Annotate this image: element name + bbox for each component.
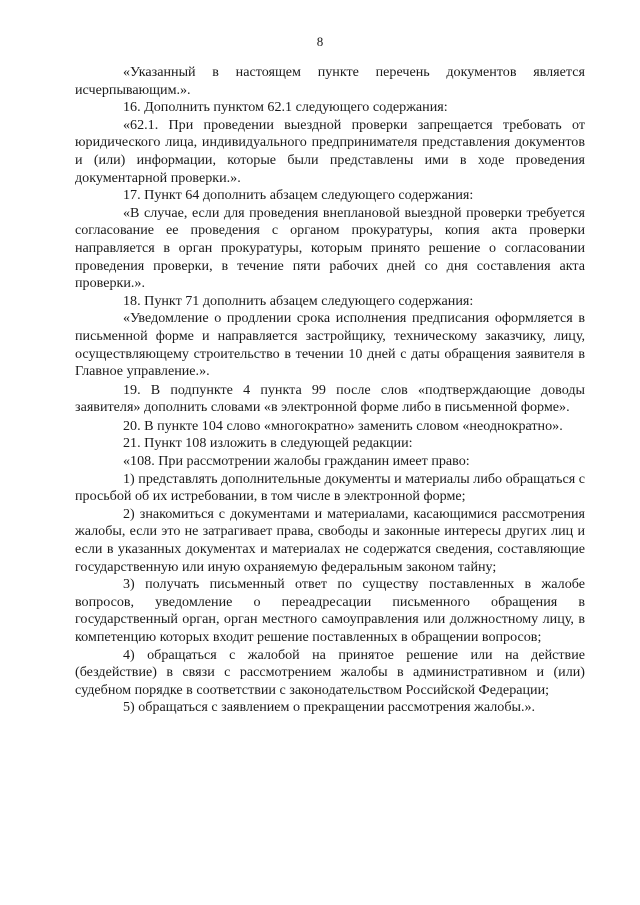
clause-71-addition: «Уведомление о продлении срока исполнения предписания оформляется в письменной форме и направляется застройщику, техническому заказчику, лицу, осуществляющему строительство в течении 10 дней с даты обращения заявителя в Главное управление.». bbox=[75, 310, 585, 380]
item-16: 16. Дополнить пунктом 62.1 следующего содержания: bbox=[123, 99, 448, 116]
clause-62-1: «62.1. При проведении выездной проверки запрещается требовать от юридического лица, индивидуального предпринимателя представления документов и (или) информации, которые были представлены ими в ходе проведения документарной проверки.». bbox=[75, 116, 585, 186]
right-5: 5) обращаться с заявлением о прекращении рассмотрения жалобы.». bbox=[123, 699, 536, 716]
paragraph-exhaustive-list: «Указанный в настоящем пункте перечень документов является исчерпывающим.». bbox=[75, 64, 585, 98]
item-19: 19. В подпункте 4 пункта 99 после слов «подтверждающие доводы заявителя» дополнить словами «в электронной форме либо в письменной форме». bbox=[75, 381, 585, 416]
right-1: 1) представлять дополнительные документы и материалы либо обращаться с просьбой об их истребовании, в том числе в электронной форме; bbox=[75, 470, 585, 505]
item-18: 18. Пункт 71 дополнить абзацем следующего содержания: bbox=[123, 292, 474, 309]
right-3: 3) получать письменный ответ по существу поставленных в жалобе вопросов, уведомление о переадресации письменного обращения в государственный орган, орган местного самоуправления или должностному лицу, в компетенцию которых входит решение поставленных в обращении вопросов; bbox=[75, 576, 585, 645]
right-2: 2) знакомиться с документами и материалами, касающимися рассмотрения жалобы, если это не затрагивает права, свободы и законные интересы других лиц и если в указанных документах и материалах не содержатся сведения, составляющие государственную или иную охраняемую федеральным законом тайну; bbox=[75, 505, 585, 575]
item-20: 20. В пункте 104 слово «многократно» заменить словом «неоднократно». bbox=[123, 417, 563, 434]
clause-108-intro: «108. При рассмотрении жалобы гражданин имеет право: bbox=[123, 453, 470, 470]
document-body bbox=[75, 64, 585, 717]
clause-64-addition: «В случае, если для проведения внеплановой выездной проверки требуется согласование ее проведения с органом прокуратуры, копия акта проверки направляется в орган прокуратуры, которым принято решение о согласовании проведения проверки, в течение пяти рабочих дней со дня составления акта проверки.». bbox=[75, 204, 585, 292]
item-21: 21. Пункт 108 изложить в следующей редакции: bbox=[123, 435, 413, 452]
right-4: 4) обращаться с жалобой на принятое решение или на действие (бездействие) в связи с рассмотрением жалобы в административном и (или) судебном порядке в соответствии с законодательством Российской Федерации; bbox=[75, 646, 585, 698]
page-number: 8 bbox=[316, 34, 324, 49]
item-17: 17. Пункт 64 дополнить абзацем следующего содержания: bbox=[123, 187, 474, 204]
